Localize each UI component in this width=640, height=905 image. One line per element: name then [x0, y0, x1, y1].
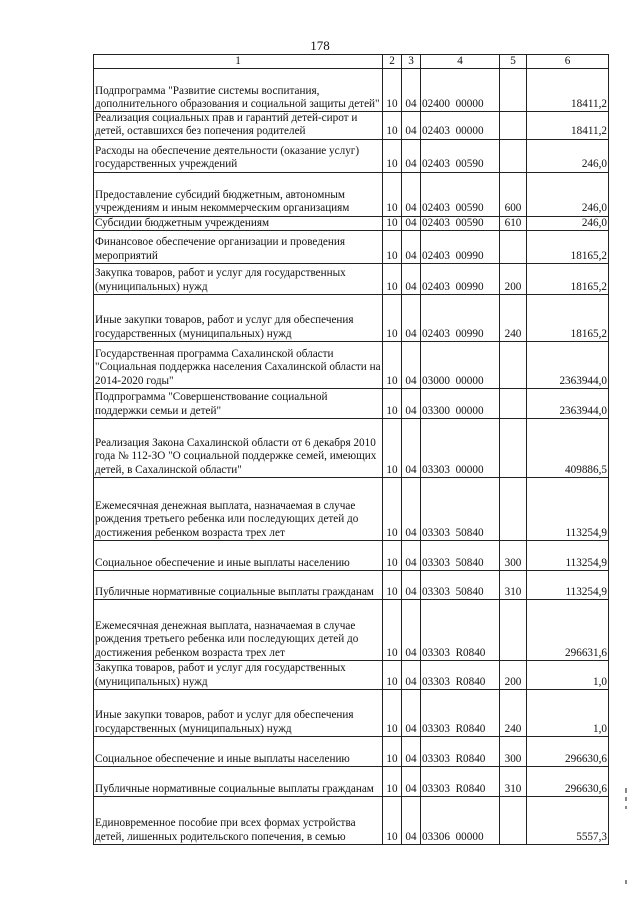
page-number: 178 [310, 38, 330, 53]
section-code: 10 [383, 263, 402, 294]
expense-type-code [500, 418, 527, 477]
table-row [94, 477, 609, 540]
row-description: Социальное обеспечение и иные выплаты населению [94, 736, 383, 766]
margin-mark [625, 880, 627, 884]
target-article-code: 02403 00590 [421, 216, 500, 230]
section-code: 10 [383, 689, 402, 736]
table-row [94, 418, 609, 477]
column-header: 4 [421, 55, 500, 69]
table-row [94, 216, 609, 230]
column-header: 5 [500, 55, 527, 69]
table-row [94, 796, 609, 844]
subsection-code: 04 [402, 216, 421, 230]
expense-type-code: 200 [500, 263, 527, 294]
expense-type-code: 600 [500, 172, 527, 216]
row-description: Расходы на обеспечение деятельности (оказание услуг) государственных учреждений [94, 139, 383, 172]
section-code: 10 [383, 139, 402, 172]
target-article-code: 02403 00990 [421, 263, 500, 294]
target-article-code: 03303 R0840 [421, 599, 500, 660]
target-article-code: 02403 00590 [421, 172, 500, 216]
expense-type-code: 300 [500, 736, 527, 766]
subsection-code: 04 [402, 69, 421, 112]
section-code: 10 [383, 341, 402, 388]
table-row [94, 599, 609, 660]
table-row [94, 112, 609, 139]
row-description: Государственная программа Сахалинской области "Социальная поддержка населения Сахалинской области на 2014-2020 годы" [94, 341, 383, 388]
table-row [94, 388, 609, 418]
table-row [94, 263, 609, 294]
section-code: 10 [383, 736, 402, 766]
table-row [94, 69, 609, 112]
section-code: 10 [383, 112, 402, 139]
table-row [94, 660, 609, 689]
amount-value: 113254,9 [527, 477, 609, 540]
column-header: 6 [527, 55, 609, 69]
target-article-code: 02403 00990 [421, 294, 500, 341]
table-row [94, 294, 609, 341]
table-row [94, 570, 609, 599]
expense-type-code: 310 [500, 766, 527, 796]
subsection-code: 04 [402, 388, 421, 418]
amount-value: 246,0 [527, 139, 609, 172]
row-description: Финансовое обеспечение организации и проведения мероприятий [94, 230, 383, 263]
amount-value: 18165,2 [527, 294, 609, 341]
row-description: Единовременное пособие при всех формах устройства детей, лишенных родительского попечения, в семью [94, 796, 383, 844]
row-description: Иные закупки товаров, работ и услуг для обеспечения государственных (муниципальных) нужд [94, 294, 383, 341]
amount-value: 113254,9 [527, 570, 609, 599]
expense-type-code [500, 230, 527, 263]
subsection-code: 04 [402, 139, 421, 172]
target-article-code: 03303 R0840 [421, 736, 500, 766]
table-row [94, 689, 609, 736]
row-description: Закупка товаров, работ и услуг для государственных (муниципальных) нужд [94, 263, 383, 294]
column-header: 3 [402, 55, 421, 69]
table-row [94, 341, 609, 388]
target-article-code: 02403 00590 [421, 139, 500, 172]
subsection-code: 04 [402, 477, 421, 540]
expense-type-code [500, 69, 527, 112]
budget-table [93, 54, 609, 845]
target-article-code: 03303 50840 [421, 540, 500, 570]
table-row [94, 540, 609, 570]
row-description: Ежемесячная денежная выплата, назначаемая в случае рождения третьего ребенка или последующих детей до достижения ребенком возраста трех лет [94, 477, 383, 540]
row-description: Реализация социальных прав и гарантий детей-сирот и детей, оставшихся без попечения родителей [94, 112, 383, 139]
table-row [94, 172, 609, 216]
target-article-code: 03303 R0840 [421, 660, 500, 689]
amount-value: 1,0 [527, 689, 609, 736]
subsection-code: 04 [402, 570, 421, 599]
expense-type-code [500, 139, 527, 172]
section-code: 10 [383, 766, 402, 796]
table-row [94, 230, 609, 263]
subsection-code: 04 [402, 172, 421, 216]
row-description: Предоставление субсидий бюджетным, автономным учреждениям и иным некоммерческим организациям [94, 172, 383, 216]
subsection-code: 04 [402, 689, 421, 736]
amount-value: 2363944,0 [527, 388, 609, 418]
column-header: 1 [94, 55, 383, 69]
target-article-code: 03000 00000 [421, 341, 500, 388]
section-code: 10 [383, 660, 402, 689]
amount-value: 5557,3 [527, 796, 609, 844]
target-article-code: 03303 00000 [421, 418, 500, 477]
amount-value: 2363944,0 [527, 341, 609, 388]
section-code: 10 [383, 540, 402, 570]
section-code: 10 [383, 172, 402, 216]
section-code: 10 [383, 570, 402, 599]
expense-type-code: 200 [500, 660, 527, 689]
subsection-code: 04 [402, 796, 421, 844]
amount-value: 18411,2 [527, 112, 609, 139]
target-article-code: 03306 00000 [421, 796, 500, 844]
row-description: Реализация Закона Сахалинской области от 6 декабря 2010 года № 112-ЗО "О социальной поддержке семей, имеющих детей, в Сахалинской области" [94, 418, 383, 477]
expense-type-code [500, 388, 527, 418]
target-article-code: 02403 00990 [421, 230, 500, 263]
row-description: Субсидии бюджетным учреждениям [94, 216, 383, 230]
section-code: 10 [383, 477, 402, 540]
row-description: Подпрограмма "Развитие системы воспитания, дополнительного образования и социальной защиты детей" [94, 69, 383, 112]
section-code: 10 [383, 418, 402, 477]
expense-type-code: 240 [500, 294, 527, 341]
section-code: 10 [383, 796, 402, 844]
amount-value: 18165,2 [527, 263, 609, 294]
target-article-code: 02400 00000 [421, 69, 500, 112]
amount-value: 246,0 [527, 216, 609, 230]
margin-mark [625, 806, 627, 809]
expense-type-code: 240 [500, 689, 527, 736]
expense-type-code: 310 [500, 570, 527, 599]
target-article-code: 02403 00000 [421, 112, 500, 139]
target-article-code: 03303 50840 [421, 477, 500, 540]
section-code: 10 [383, 294, 402, 341]
subsection-code: 04 [402, 418, 421, 477]
amount-value: 296631,6 [527, 599, 609, 660]
section-code: 10 [383, 69, 402, 112]
margin-mark [625, 788, 627, 793]
margin-mark [625, 797, 627, 801]
amount-value: 246,0 [527, 172, 609, 216]
section-code: 10 [383, 230, 402, 263]
target-article-code: 03303 R0840 [421, 689, 500, 736]
column-header: 2 [383, 55, 402, 69]
subsection-code: 04 [402, 736, 421, 766]
amount-value: 296630,6 [527, 766, 609, 796]
table-header-row [94, 55, 609, 69]
section-code: 10 [383, 216, 402, 230]
expense-type-code: 300 [500, 540, 527, 570]
expense-type-code [500, 599, 527, 660]
row-description: Публичные нормативные социальные выплаты гражданам [94, 766, 383, 796]
amount-value: 18165,2 [527, 230, 609, 263]
expense-type-code [500, 112, 527, 139]
amount-value: 18411,2 [527, 69, 609, 112]
amount-value: 296630,6 [527, 736, 609, 766]
row-description: Закупка товаров, работ и услуг для государственных (муниципальных) нужд [94, 660, 383, 689]
subsection-code: 04 [402, 341, 421, 388]
row-description: Подпрограмма "Совершенствование социальной поддержки семьи и детей" [94, 388, 383, 418]
row-description: Публичные нормативные социальные выплаты гражданам [94, 570, 383, 599]
row-description: Социальное обеспечение и иные выплаты населению [94, 540, 383, 570]
subsection-code: 04 [402, 112, 421, 139]
row-description: Иные закупки товаров, работ и услуг для обеспечения государственных (муниципальных) нужд [94, 689, 383, 736]
subsection-code: 04 [402, 230, 421, 263]
table-row [94, 766, 609, 796]
row-description: Ежемесячная денежная выплата, назначаемая в случае рождения третьего ребенка или последующих детей до достижения ребенком возраста трех лет [94, 599, 383, 660]
expense-type-code [500, 796, 527, 844]
expense-type-code [500, 341, 527, 388]
expense-type-code: 610 [500, 216, 527, 230]
subsection-code: 04 [402, 540, 421, 570]
subsection-code: 04 [402, 660, 421, 689]
amount-value: 1,0 [527, 660, 609, 689]
subsection-code: 04 [402, 263, 421, 294]
subsection-code: 04 [402, 766, 421, 796]
target-article-code: 03303 R0840 [421, 766, 500, 796]
amount-value: 409886,5 [527, 418, 609, 477]
table-row [94, 736, 609, 766]
subsection-code: 04 [402, 599, 421, 660]
subsection-code: 04 [402, 294, 421, 341]
section-code: 10 [383, 599, 402, 660]
target-article-code: 03303 50840 [421, 570, 500, 599]
table-row [94, 139, 609, 172]
target-article-code: 03300 00000 [421, 388, 500, 418]
expense-type-code [500, 477, 527, 540]
amount-value: 113254,9 [527, 540, 609, 570]
section-code: 10 [383, 388, 402, 418]
